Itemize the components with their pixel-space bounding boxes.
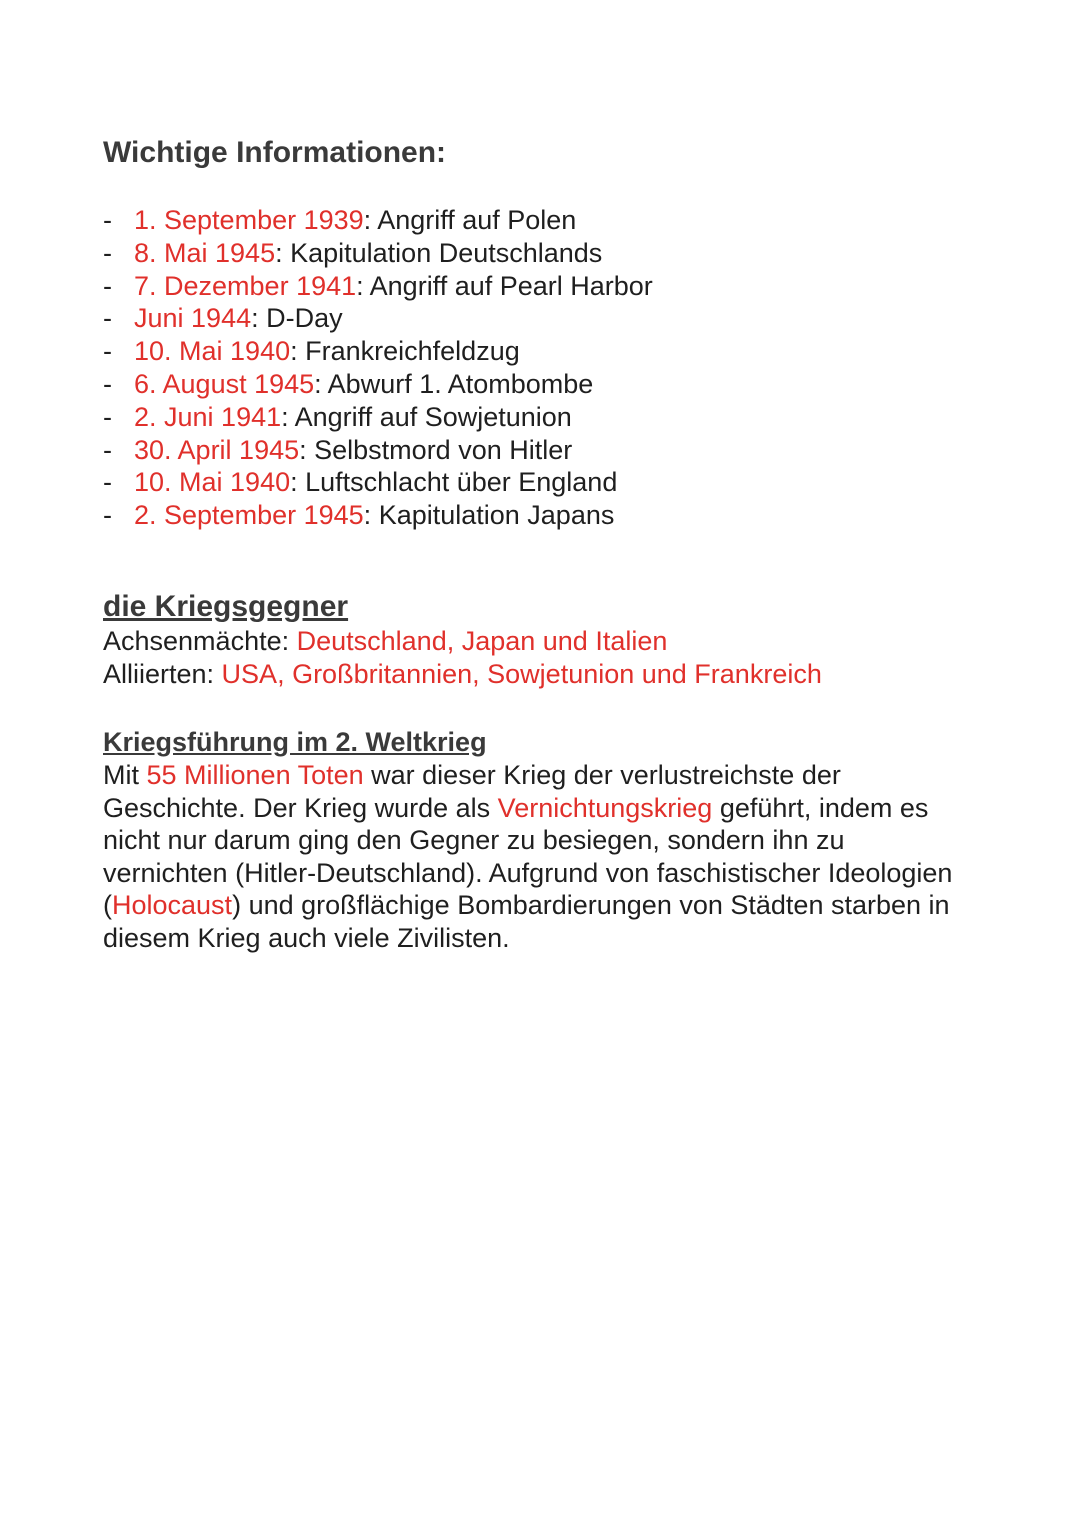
list-item: - 2. September 1945: Kapitulation Japans (103, 500, 615, 531)
list-item: - 8. Mai 1945: Kapitulation Deutschlands (103, 237, 603, 268)
event-list (103, 204, 653, 532)
event-date: 1. September 1939 (134, 205, 364, 235)
event-date: 6. August 1945 (134, 368, 315, 399)
event-description: Angriff auf Polen (377, 205, 577, 235)
achsenmaechte-label: Achsenmächte: (103, 626, 297, 656)
event-date: 2. September 1945 (134, 500, 364, 531)
paragraph-text: war dieser Krieg der verlustreichste der Geschichte. Der Krieg wurde als (103, 760, 841, 823)
alliierte-label: Alliierten: (103, 659, 222, 689)
section-heading-kriegsgegner: die Kriegsgegner (103, 590, 349, 623)
event-description: Selbstmord von Hitler (314, 434, 573, 465)
list-item: - 6. August 1945: Abwurf 1. Atombombe (103, 368, 594, 399)
achsenmaechte-value: Deutschland, Japan und Italien (296, 626, 668, 656)
section-heading-kriegsfuehrung: Kriegsführung im 2. Weltkrieg (103, 727, 487, 757)
event-description: Frankreichfeldzug (305, 336, 520, 367)
list-item: - 1. September 1939: Angriff auf Polen (103, 205, 577, 235)
alliierte-value: USA, Großbritannien, Sowjetunion und Frankreich (221, 659, 822, 689)
event-date: 2. Juni 1941 (134, 401, 282, 432)
event-date: 7. Dezember 1941 (134, 270, 357, 301)
paragraph-text: ) und großflächige Bombardierungen von Städten starben in diesem Krieg auch viele Zivilisten. (103, 890, 950, 953)
event-date: 30. April 1945 (134, 434, 300, 465)
list-item: - 30. April 1945: Selbstmord von Hitler (103, 434, 573, 465)
section-heading-info: Wichtige Informationen: (103, 136, 447, 169)
list-item: - 10. Mai 1940: Luftschlacht über England (103, 467, 618, 498)
event-date: 10. Mai 1940 (134, 336, 291, 367)
event-date: 8. Mai 1945 (134, 237, 276, 268)
event-description: D-Day (266, 303, 343, 334)
paragraph-text: Mit (103, 760, 147, 790)
highlight-holocaust: Holocaust (112, 890, 233, 921)
list-item: - 2. Juni 1941: Angriff auf Sowjetunion (103, 401, 572, 432)
event-date: Juni 1944 (134, 303, 252, 334)
highlight-vernichtungskrieg: Vernichtungskrieg (497, 792, 713, 823)
event-description: Kapitulation Deutschlands (290, 237, 603, 268)
event-description: Kapitulation Japans (378, 500, 615, 531)
list-item: - 10. Mai 1940: Frankreichfeldzug (103, 336, 520, 367)
list-item: - Juni 1944: D-Day (103, 303, 343, 334)
achsenmaechte-line (103, 626, 667, 657)
list-item: - 7. Dezember 1941: Angriff auf Pearl Harbor (103, 270, 653, 301)
kriegsfuehrung-paragraph (103, 759, 973, 955)
event-description: Luftschlacht über England (305, 467, 618, 498)
event-description: Abwurf 1. Atombombe (327, 368, 594, 399)
alliierte-line (103, 659, 822, 690)
paragraph-text: geführt, indem es nicht nur darum ging den Gegner zu besiegen, sondern ihn zu vernichten (Hitler-Deutschland). Aufgrund von faschistischer Ideologien ( (103, 792, 953, 921)
event-description: Angriff auf Sowjetunion (294, 401, 572, 432)
highlight-death-toll: 55 Millionen Toten (146, 760, 364, 790)
event-description: Angriff auf Pearl Harbor (369, 270, 653, 301)
event-date: 10. Mai 1940 (134, 467, 291, 498)
